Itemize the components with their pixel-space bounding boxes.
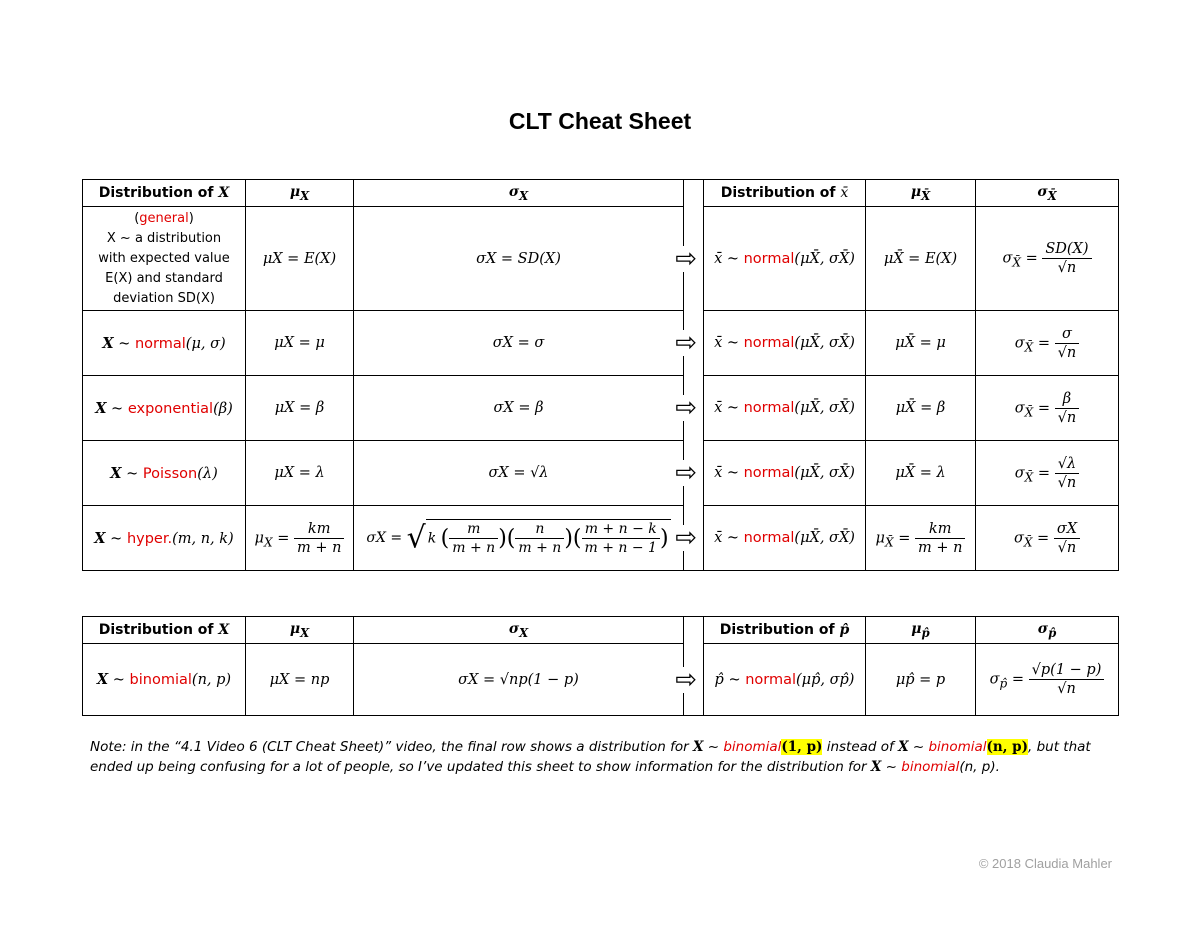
- fraction-denominator: m + n: [917, 539, 963, 556]
- dist-args: (λ): [197, 465, 218, 482]
- clt-dist-name: normal: [745, 671, 797, 688]
- table-row: [83, 311, 1119, 376]
- sigma-formula: σX = √np(1 − p): [458, 671, 579, 688]
- arrow-icon: ⇨: [675, 393, 697, 423]
- clt-dist-args: (μX̄, σX̄): [794, 400, 855, 416]
- header-dist-x: Distribution of X: [83, 617, 246, 644]
- binomial-table: [82, 616, 1119, 716]
- footnote: Note: in the “4.1 Video 6 (CLT Cheat Sheet)” video, the final row shows a distribution for X ~ binomial(1, p) instead of X ~ binomial(n, p), but that ended up being confusing for a lot of people, so I’ve updated this sheet to show information for the distribution for X ~ binomial(n, p).: [90, 739, 1091, 775]
- note-red-text: binomial: [723, 739, 782, 755]
- fraction-numerator: km: [915, 520, 965, 539]
- clt-sigma-cell: $\sigma_{X̄}$ = $\frac{\sigma X}{√n}$: [976, 506, 1119, 571]
- fraction-denominator: √n: [1057, 260, 1077, 276]
- dist-cell: X ~ hyper.(m, n, k): [83, 506, 246, 571]
- dist-cell: X ~ Poisson(λ): [83, 441, 246, 506]
- fraction: [915, 520, 965, 557]
- mu-cell: μX = β: [246, 376, 354, 441]
- clt-dist-cell: x̄ ~ normal(μX̄, σX̄): [704, 207, 866, 311]
- fraction: [1055, 390, 1080, 427]
- dist-desc-line: deviation SD(X): [113, 290, 215, 306]
- arrow-icon: ⇨: [675, 458, 697, 488]
- sigma-lead: σX =: [366, 530, 403, 546]
- header-mu-x: $\mu_X$: [246, 617, 354, 644]
- sigma-cell: [354, 506, 697, 571]
- dist-name: hyper.: [126, 530, 173, 547]
- table-row: [83, 207, 1119, 311]
- clt-dist-args: (μX̄, σX̄): [794, 465, 855, 481]
- header-row: [83, 180, 1119, 207]
- dist-name: general: [139, 210, 189, 226]
- clt-mu-cell: μp̂ = p: [866, 644, 976, 716]
- clt-sigma-cell: $\sigma_{X̄}$ = $\frac{√\lambda}{√n}$: [976, 441, 1119, 506]
- copyright: © 2018 Claudia Mahler: [978, 856, 1112, 871]
- fraction-numerator: σ: [1055, 325, 1080, 344]
- fraction-denominator: √n: [1057, 539, 1077, 556]
- mu-cell: μX = μ: [246, 311, 354, 376]
- fraction: [1042, 240, 1091, 277]
- header-sigma-xbar: $\sigma_{X̄}$: [976, 180, 1119, 207]
- dist-args: (n, p): [191, 672, 232, 688]
- header-sigma-x: $\sigma_X$: [354, 180, 684, 207]
- sigma-formula: σX = √λ: [488, 465, 549, 481]
- note-text: instead of: [822, 739, 899, 755]
- clt-sigma-cell: $\sigma_{X̄}$ = $\frac{\sigma}{√n}$: [976, 311, 1119, 376]
- arrow-icon: ⇨: [675, 664, 697, 695]
- table-row: [83, 506, 1119, 571]
- arrow-icon: ⇨: [675, 523, 697, 553]
- clt-dist-cell: x̄ ~ normal(μX̄, σX̄): [704, 441, 866, 506]
- header-dist-phat: Distribution of p̂: [704, 617, 866, 644]
- clt-dist-name: normal: [743, 335, 795, 351]
- header-mu-x: $\mu_X$: [246, 180, 354, 207]
- header-sigma-phat: $\sigma_{p̂}$: [976, 617, 1119, 644]
- fraction-denominator: m + n: [296, 539, 342, 556]
- note-highlight: (n, p): [986, 739, 1028, 755]
- clt-dist-args: (μX̄, σX̄): [794, 335, 855, 351]
- clt-dist-args: (μX̄, σX̄): [794, 250, 855, 267]
- sigma-formula: σX = β: [493, 400, 544, 416]
- sigma-cell: [354, 441, 697, 506]
- dist-args: (μ, σ): [185, 335, 226, 352]
- note-red-text: binomial: [928, 739, 987, 755]
- header-mu-xbar: $\mu_{X̄}$: [866, 180, 976, 207]
- note-text: (n, p).: [959, 759, 1000, 775]
- fraction-numerator: SD(X): [1042, 240, 1091, 259]
- clt-mu-cell: μX̄ = μ: [866, 311, 976, 376]
- dist-cell: X ~ binomial(n, p): [83, 644, 246, 716]
- clt-dist-cell: x̄ ~ normal(μX̄, σX̄): [704, 311, 866, 376]
- clt-dist-name: normal: [743, 530, 795, 546]
- sigma-cell: [354, 311, 697, 376]
- sigma-cell: [354, 644, 697, 716]
- dist-desc-line: with expected value: [98, 250, 230, 266]
- fraction: [294, 520, 344, 557]
- mu-cell: μX = λ: [246, 441, 354, 506]
- dist-desc-line: X ~ a distribution: [106, 230, 222, 246]
- fraction-numerator: β: [1055, 390, 1080, 409]
- clt-mu-cell: μX̄ = λ: [866, 441, 976, 506]
- fraction-denominator: √n: [1057, 409, 1077, 426]
- dist-name: normal: [134, 335, 186, 352]
- dist-name: exponential: [127, 400, 214, 417]
- fraction-numerator: √λ: [1055, 455, 1080, 474]
- clt-sigma-cell: $\sigma_{X̄}$ = $\frac{\beta}{√n}$: [976, 376, 1119, 441]
- sigma-formula: σX = SD(X): [476, 250, 561, 267]
- clt-dist-cell: x̄ ~ normal(μX̄, σX̄): [704, 376, 866, 441]
- note-red-text: binomial: [901, 759, 960, 775]
- mu-cell: μX = E(X): [246, 207, 354, 311]
- dist-args: (β): [213, 400, 233, 417]
- dist-cell: X ~ normal(μ, σ): [83, 311, 246, 376]
- fraction-numerator: σX: [1054, 520, 1080, 539]
- clt-dist-cell: x̄ ~ normal(μX̄, σX̄): [704, 506, 866, 571]
- clt-dist-name: normal: [743, 465, 795, 481]
- fraction-denominator: √n: [1057, 474, 1077, 491]
- clt-dist-args: (μp̂, σp̂): [796, 671, 855, 688]
- clt-table: [82, 179, 1119, 571]
- dist-name: Poisson: [142, 465, 198, 482]
- fraction: [1054, 520, 1080, 557]
- note-highlight: (1, p): [781, 739, 823, 755]
- dist-cell-general: (general) X ~ a distribution with expected value E(X) and standard deviation SD(X): [83, 207, 246, 311]
- page-title: CLT Cheat Sheet: [508, 108, 692, 134]
- fraction: [1029, 661, 1105, 698]
- fraction-numerator: √p(1 − p): [1029, 661, 1105, 680]
- note-text: , but that ended up being confusing for a lot of people, so I’ve updated this sheet to show information for the distribution for: [90, 739, 1091, 775]
- sqrt-expression: √ k ( $\frac{m}{m + n}$ )( $\frac{n}{m + n}$ )( $\frac{m + n - k}{m + n - 1}$ ): [406, 520, 669, 556]
- arrow-icon: ⇨: [675, 243, 697, 274]
- clt-dist-name: normal: [743, 250, 795, 267]
- header-dist-x: Distribution of X: [83, 180, 246, 207]
- clt-mu-cell: μX̄ = E(X): [866, 207, 976, 311]
- clt-dist-cell: p̂ ~ normal(μp̂, σp̂): [704, 644, 866, 716]
- table-row: [83, 644, 1119, 716]
- clt-sigma-cell: $\sigma_{X̄}$ = $\frac{SD(X)}{√n}$: [976, 207, 1119, 311]
- arrow-icon: ⇨: [675, 328, 697, 358]
- header-mu-phat: $\mu_{p̂}$: [866, 617, 976, 644]
- table-row: [83, 441, 1119, 506]
- note-text: Note: in the “4.1 Video 6 (CLT Cheat Sheet)” video, the final row shows a distribution for: [90, 739, 693, 755]
- arrow-column: [684, 180, 704, 571]
- header-row: [83, 617, 1119, 644]
- dist-cell: X ~ exponential(β): [83, 376, 246, 441]
- dist-desc-line: E(X) and standard: [105, 270, 223, 286]
- clt-mu-cell: $\mu_{X̄}$ = $\frac{km}{m + n}$: [866, 506, 976, 571]
- clt-mu-cell: μX̄ = β: [866, 376, 976, 441]
- fraction-denominator: √n: [1057, 681, 1076, 697]
- clt-dist-args: (μX̄, σX̄): [794, 530, 855, 546]
- fraction-numerator: km: [294, 520, 344, 539]
- clt-dist-name: normal: [743, 400, 795, 416]
- mu-cell: μX = np: [246, 644, 354, 716]
- clt-sigma-cell: $\sigma_{p̂}$ = $\frac{√p(1 - p)}{√n}$: [976, 644, 1119, 716]
- fraction-denominator: √n: [1057, 344, 1077, 361]
- sigma-cell: [354, 376, 697, 441]
- header-dist-xbar: Distribution of x̄: [704, 180, 866, 207]
- header-sigma-x: $\sigma_X$: [354, 617, 684, 644]
- fraction: [1055, 455, 1080, 492]
- sigma-formula: σX = σ: [492, 335, 545, 351]
- sigma-cell: [354, 207, 697, 311]
- mu-cell: $\mu_X$ = $\frac{km}{m + n}$: [246, 506, 354, 571]
- fraction: [1055, 325, 1080, 362]
- table-row: [83, 376, 1119, 441]
- dist-name: binomial: [129, 672, 192, 688]
- dist-args: (m, n, k): [172, 530, 234, 547]
